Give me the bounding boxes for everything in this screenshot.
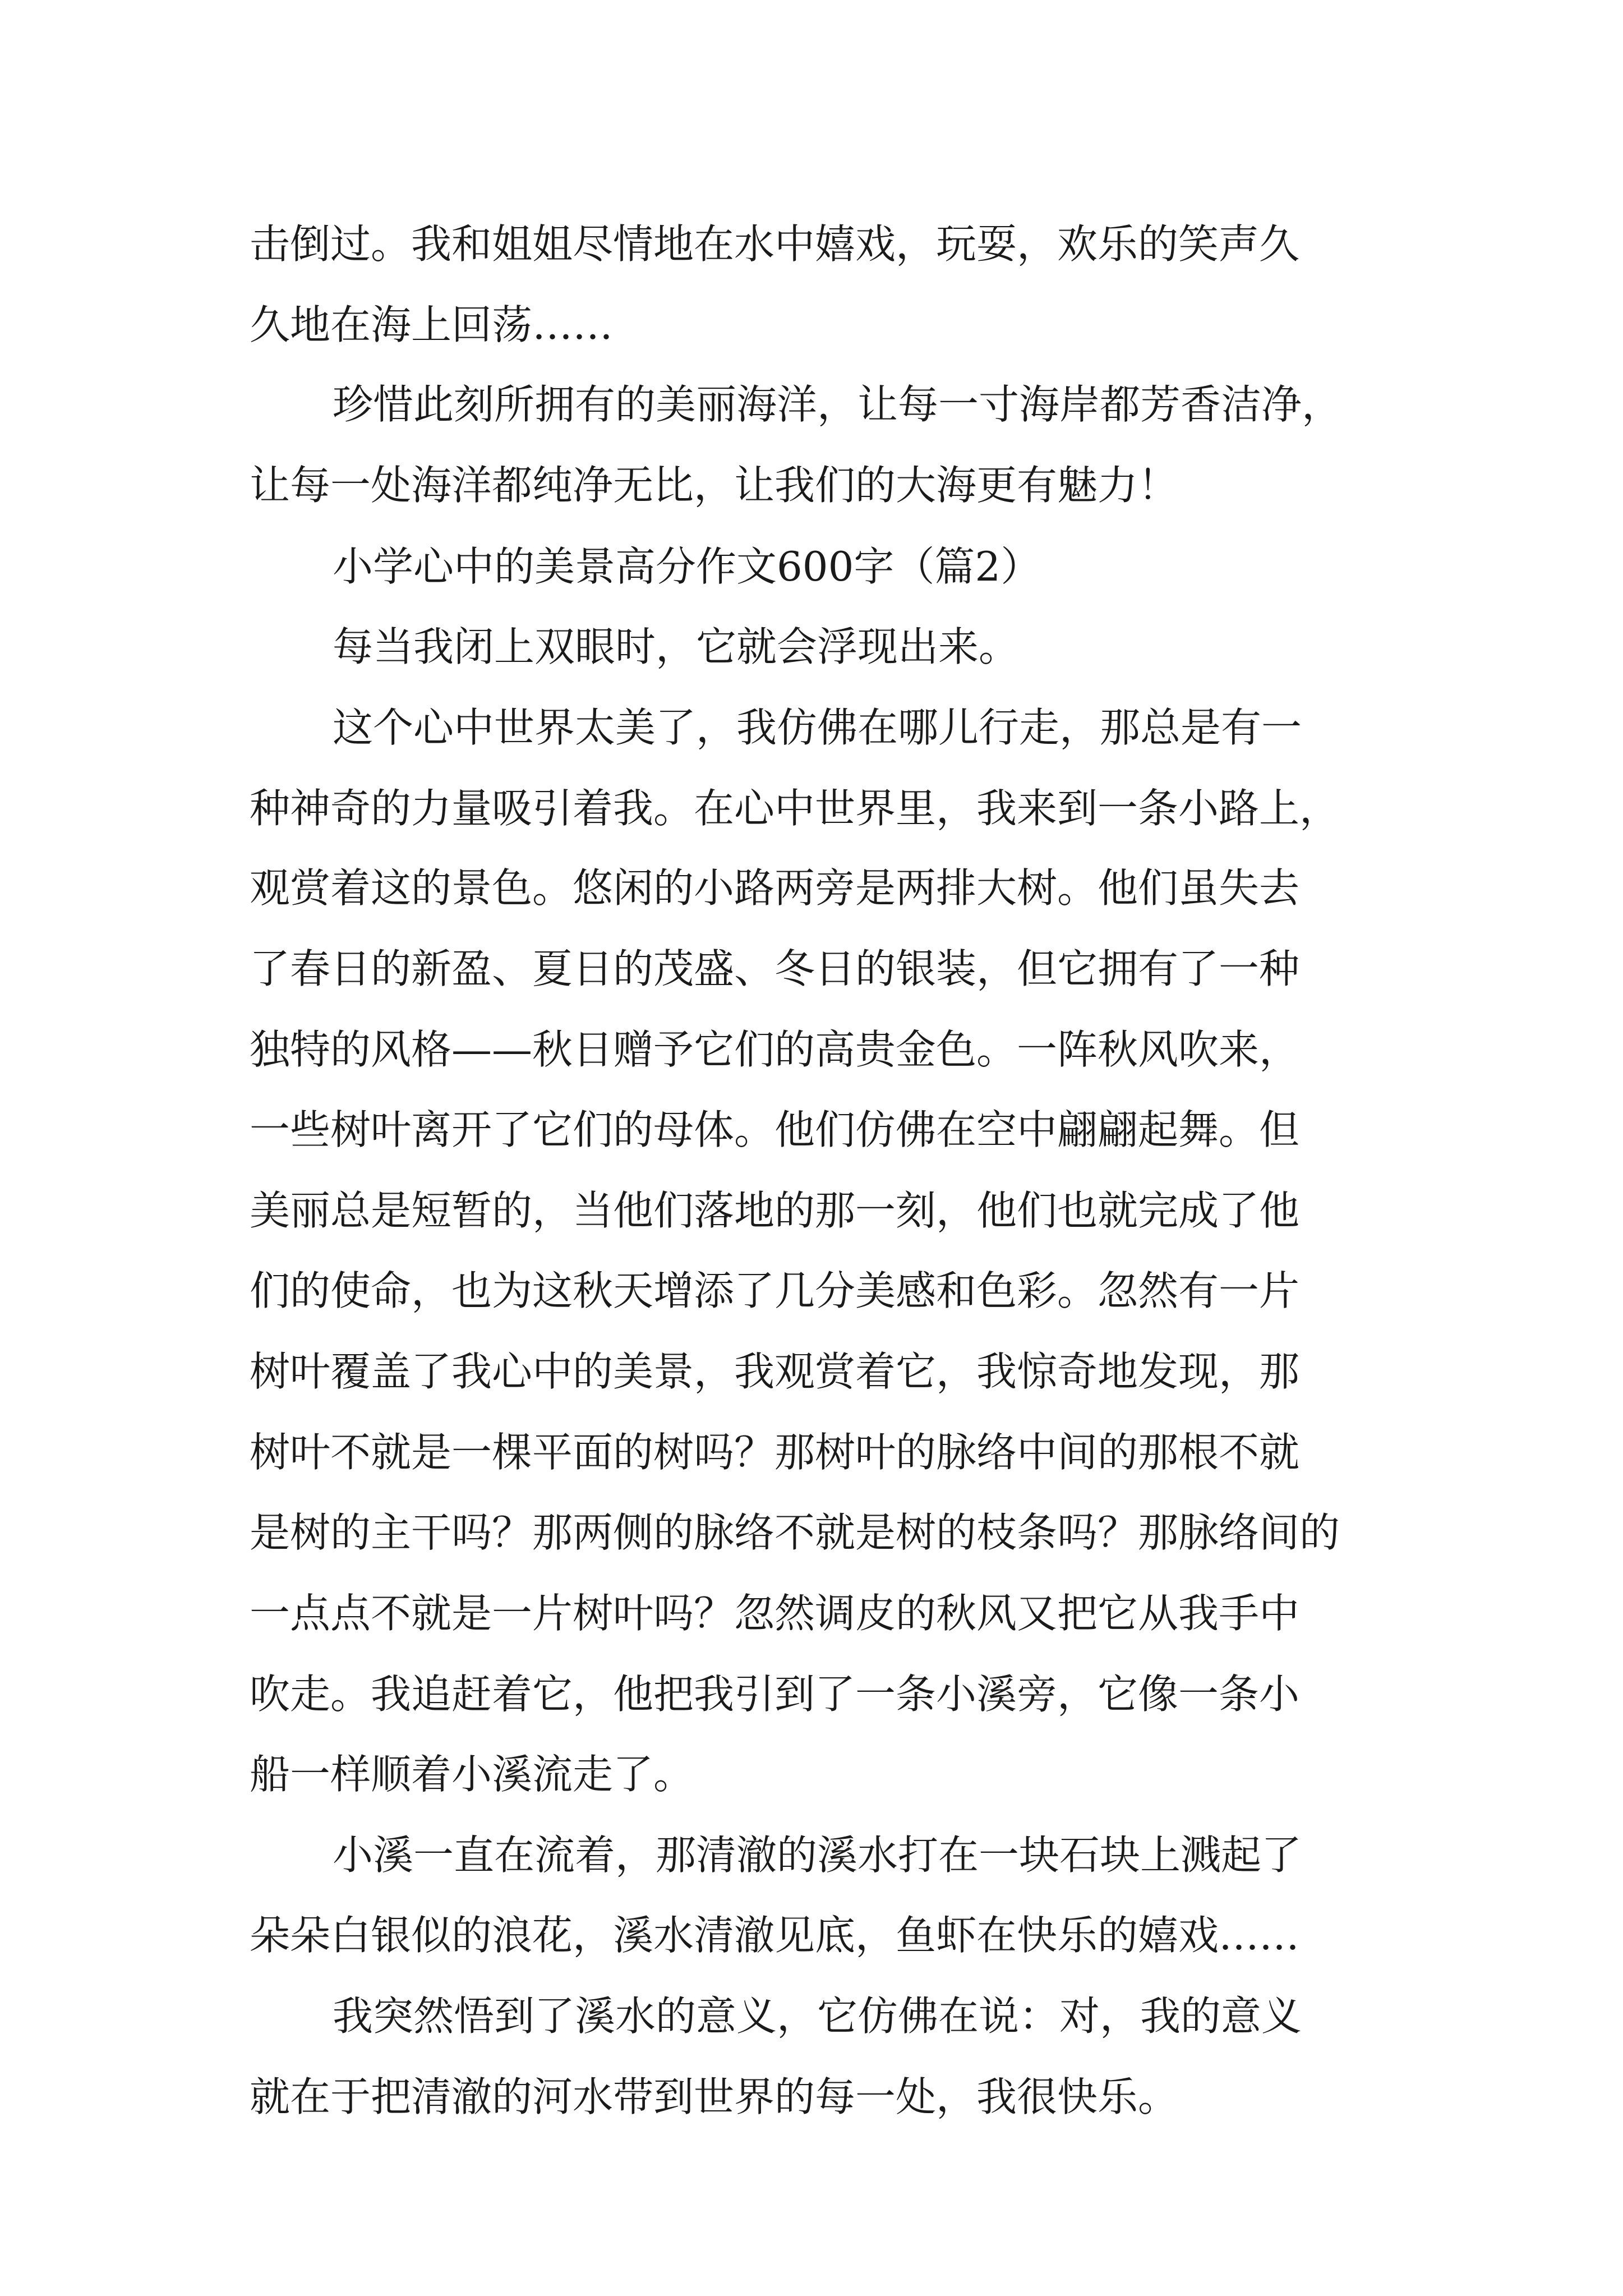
text-line: 朵朵白银似的浪花，溪水清澈见底，鱼虾在快乐的嬉戏…… (250, 1912, 1300, 1959)
section-heading: 小学心中的美景高分作文600字（篇2） (333, 543, 1041, 590)
text-line: 让每一处海洋都纯净无比，让我们的大海更有魅力！ (250, 462, 1179, 509)
text-line: 一点点不就是一片树叶吗？忽然调皮的秋风又把它从我手中 (250, 1590, 1300, 1637)
text-line: 美丽总是短暂的，当他们落地的那一刻，他们也就完成了他 (250, 1187, 1300, 1234)
text-line: 小溪一直在流着，那清澈的溪水打在一块石块上溅起了 (333, 1832, 1302, 1879)
text-line: 珍惜此刻所拥有的美丽海洋，让每一寸海岸都芳香洁净， (333, 381, 1343, 428)
text-line: 这个心中世界太美了，我仿佛在哪儿行走，那总是有一 (333, 704, 1302, 751)
text-line: 观赏着这的景色。悠闲的小路两旁是两排大树。他们虽失去 (250, 864, 1300, 912)
text-line: 们的使命，也为这秋天增添了几分美感和色彩。忽然有一片 (250, 1267, 1300, 1314)
text-line: 树叶覆盖了我心中的美景，我观赏着它，我惊奇地发现，那 (250, 1348, 1300, 1395)
text-line: 种神奇的力量吸引着我。在心中世界里，我来到一条小路上， (250, 785, 1340, 832)
text-line: 树叶不就是一棵平面的树吗？那树叶的脉络中间的那根不就 (250, 1429, 1300, 1476)
text-line: 了春日的新盈、夏日的茂盛、冬日的银装，但它拥有了一种 (250, 945, 1300, 992)
text-line: 是树的主干吗？那两侧的脉络不就是树的枝条吗？那脉络间的 (250, 1509, 1340, 1556)
text-line: 久地在海上回荡…… (250, 301, 614, 348)
text-line: 就在于把清澈的河水带到世界的每一处，我很快乐。 (250, 2073, 1179, 2120)
text-line: 独特的风格——秋日赠予它们的高贵金色。一阵秋风吹来， (250, 1026, 1300, 1073)
text-line: 船一样顺着小溪流走了。 (250, 1751, 694, 1798)
text-line: 我突然悟到了溪水的意义，它仿佛在说：对，我的意义 (333, 1993, 1302, 2040)
text-line: 每当我闭上双眼时，它就会浮现出来。 (333, 623, 1020, 670)
text-line: 击倒过。我和姐姐尽情地在水中嬉戏，玩耍，欢乐的笑声久 (250, 220, 1300, 268)
text-line: 吹走。我追赶着它，他把我引到了一条小溪旁，它像一条小 (250, 1671, 1300, 1718)
text-line: 一些树叶离开了它们的母体。他们仿佛在空中翩翩起舞。但 (250, 1106, 1300, 1153)
